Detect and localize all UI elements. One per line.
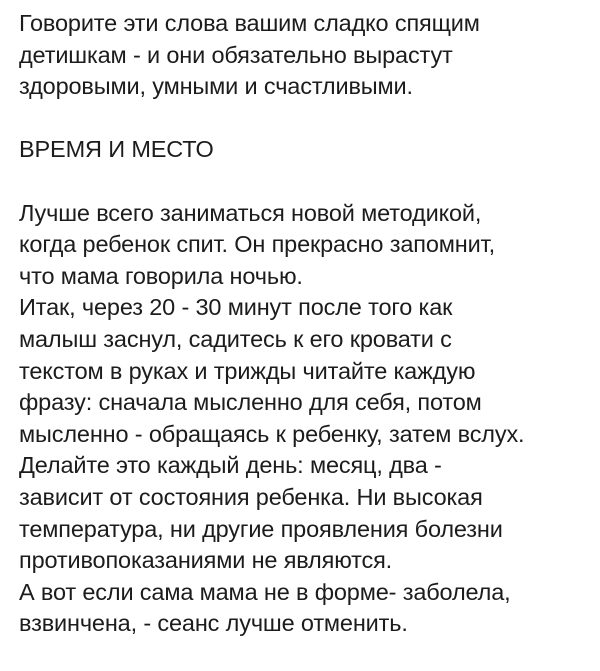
text-line: А вот если сама мама не в форме- заболела, [19, 578, 511, 605]
text-line: зависит от состояния ребенка. Ни высокая [19, 483, 483, 510]
text-line: когда ребенок спит. Он прекрасно запомнит, [19, 231, 495, 258]
text-line: противопоказаниями не являются. [19, 547, 393, 574]
text-line: здоровыми, умными и счастливыми. [19, 73, 413, 100]
text-line: взвинчена, - сеанс лучше отменить. [19, 610, 408, 637]
text-line: фразу: сначала мысленно для себя, потом [19, 389, 482, 416]
text-line: малыш заснул, садитесь к его кровати с [19, 325, 452, 352]
intro-paragraph [19, 8, 591, 103]
blank-line [19, 166, 591, 198]
text-line: текстом в руках и трижды читайте каждую [19, 357, 476, 384]
text-line: мысленно - обращаясь к ребенку, затем вслух. [19, 420, 525, 447]
text-line: детишкам - и они обязательно вырастут [19, 41, 453, 68]
blank-line [19, 103, 591, 135]
text-line: Итак, через 20 - 30 минут после того как [19, 294, 453, 321]
text-line: Говорите эти слова вашим сладко спящим [19, 10, 480, 36]
text-line: что мама говорила ночью. [19, 262, 303, 289]
text-line: температура, ни другие проявления болезни [19, 515, 503, 542]
post-text [19, 8, 591, 640]
body-paragraph [19, 198, 591, 640]
section-heading: ВРЕМЯ И МЕСТО [19, 136, 214, 163]
text-line: Делайте это каждый день: месяц, два - [19, 452, 442, 479]
text-line: Лучше всего заниматься новой методикой, [19, 199, 482, 226]
